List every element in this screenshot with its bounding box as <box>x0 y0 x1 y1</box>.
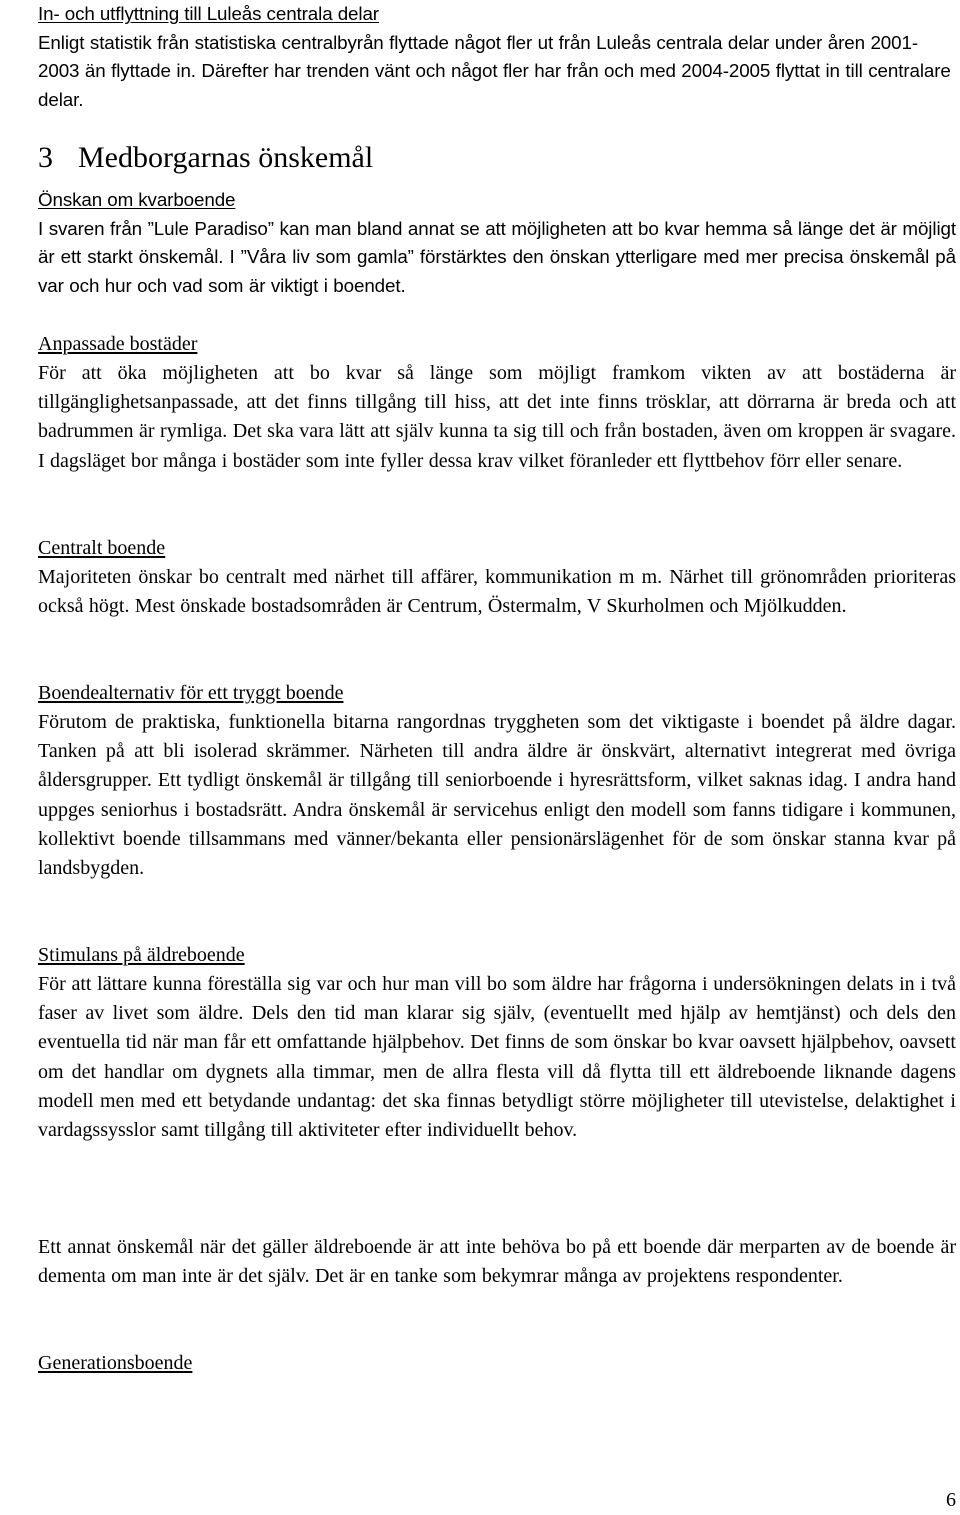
intro-heading: In- och utflyttning till Luleås centrala delar <box>38 3 379 24</box>
chapter-title <box>38 140 956 176</box>
section-generation <box>38 1349 956 1378</box>
chapter-title-text: Medborgarnas önskemål <box>78 141 374 174</box>
intro-paragraph: Enligt statistik från statistiska centralbyrån flyttade något fler ut från Luleås centrala delar under åren 2001-2003 än flyttade in. Därefter har trenden vänt och något fler har från och med 2004-2005 flyttat in till centralare delar. <box>38 31 951 110</box>
stimulans-paragraph-2: Ett annat önskemål när det gäller äldreboende är att inte behöva bo på ett boende där merparten av de boende är dementa om man inte är det själv. Det är en tanke som bekymrar många av projektens respondenter. <box>38 1236 956 1288</box>
section-stimulans-continued <box>38 1233 956 1291</box>
anpassade-heading: Anpassade bostäder <box>38 333 198 355</box>
tryggt-paragraph: Förutom de praktiska, funktionella bitarna rangordnas tryggheten som det viktigaste i boendet på äldre dagar. Tanken på att bli isolerad skrämmer. Närheten till andra äldre är önskvärt, alternativt integrerat med övriga åldersgrupper. Ett tydligt önskemål är tillgång till seniorboende i hyresrättsform, vilket saknas idag. I andra hand uppges seniorhus i bostadsrätt. Andra önskemål är servicehus enligt den modell som fanns tidigare i kommunen, kollektivt boende tillsammans med vänner/bekanta eller pensionärslägenhet för de som önskar stanna kvar på landsbygden. <box>38 711 956 880</box>
tryggt-heading: Boendealternativ för ett tryggt boende <box>38 682 344 704</box>
kvarboende-heading: Önskan om kvarboende <box>38 189 236 210</box>
section-tryggt <box>38 679 956 883</box>
centralt-paragraph: Majoriteten önskar bo centralt med närhet till affärer, kommunikation m m. Närhet till grönområden prioriteras också högt. Mest önskade bostadsområden är Centrum, Östermalm, V Skurholmen och Mjölkudden. <box>38 566 956 618</box>
section-kvarboende <box>38 186 956 300</box>
section-chapter <box>38 140 956 176</box>
section-stimulans <box>38 941 956 1145</box>
centralt-heading: Centralt boende <box>38 537 166 559</box>
section-centralt <box>38 534 956 621</box>
kvarboende-paragraph: I svaren från ”Lule Paradiso” kan man bland annat se att möjligheten att bo kvar hemma så länge det är möjligt är ett starkt önskemål. I ”Våra liv som gamla” förstärktes den önskan ytterligare med mer precisa önskemål på var och hur och vad som är viktigt i boendet. <box>38 217 956 296</box>
page-number: 6 <box>946 1489 956 1511</box>
stimulans-heading: Stimulans på äldreboende <box>38 944 245 966</box>
generation-heading: Generationsboende <box>38 1352 193 1374</box>
stimulans-paragraph: För att lättare kunna föreställa sig var och hur man vill bo som äldre har frågorna i undersökningen delats in i två faser av livet som äldre. Dels den tid man klarar sig själv, (eventuellt med hjälp av hemtjänst) och dels den eventuella tid när man får ett omfattande hjälpbehov. Det finns de som önskar bo kvar oavsett hjälpbehov, oavsett om det handlar om dygnets alla timmar, men de allra flesta vill då flytta till ett äldreboende liknande dagens modell men med ett betydande undantag: det ska finnas betydligt större möjligheter till utevistelse, delaktighet i vardagssysslor samt tillgång till aktiviteter efter individuellt behov. <box>38 973 956 1142</box>
chapter-number: 3 <box>38 141 53 174</box>
section-intro <box>38 0 956 114</box>
section-anpassade <box>38 330 956 476</box>
anpassade-paragraph: För att öka möjligheten att bo kvar så länge som möjligt framkom vikten av att bostäderna är tillgänglighetsanpassade, att det finns tillgång till hiss, att det inte finns trösklar, att dörrarna är breda och att badrummen är rymliga. Det ska vara lätt att själv kunna ta sig till och från bostaden, även om kroppen är svagare. I dagsläget bor många i bostäder som inte fyller dessa krav vilket föranleder ett flyttbehov förr eller senare. <box>38 362 956 472</box>
document-page <box>38 0 956 1515</box>
